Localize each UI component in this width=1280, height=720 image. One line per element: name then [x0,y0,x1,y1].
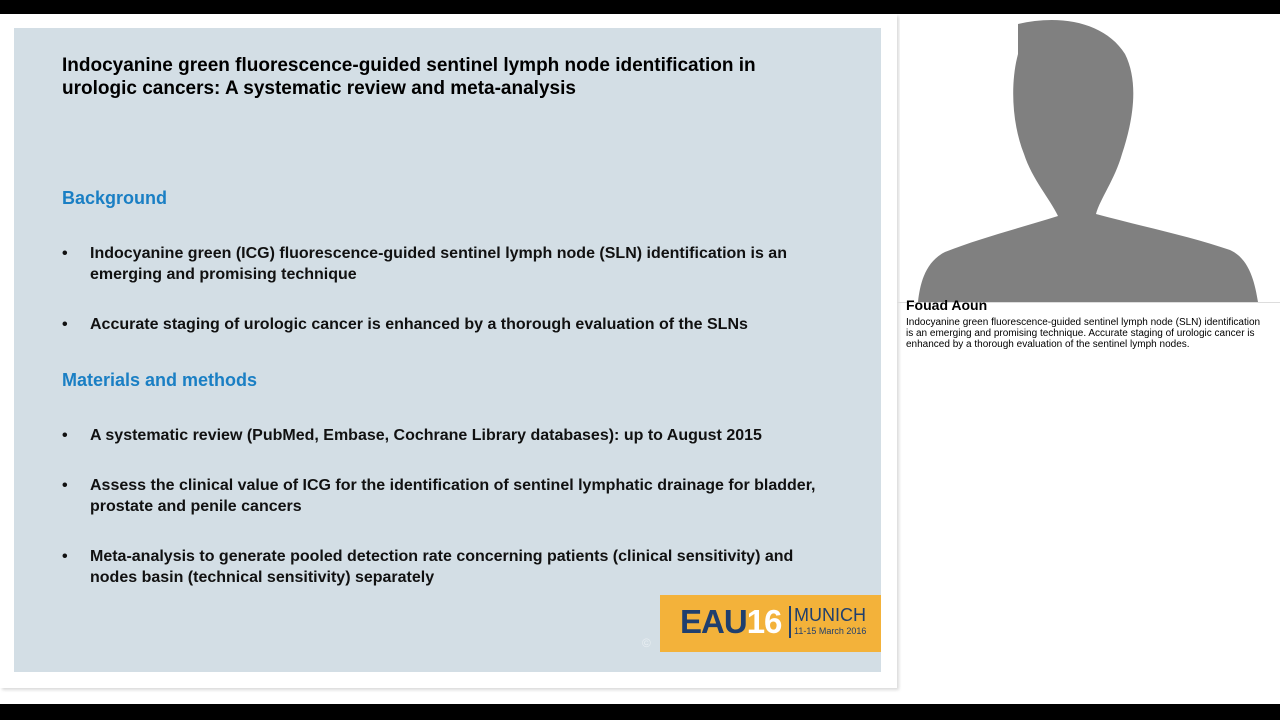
bullet-text: Accurate staging of urologic cancer is enhanced by a thorough evaluation of the SLNs [90,316,748,333]
speaker-video-panel [900,14,1280,302]
bullet-dot: • [62,245,68,262]
bullet-item [62,314,822,335]
bullet-text: Meta-analysis to generate pooled detection rate concerning patients (clinical sensitivity) and nodes basin (technical sensitivity) separately [90,548,794,586]
speaker-description: Indocyanine green fluorescence-guided sentinel lymph node (SLN) identification is an emerging and promising technique. Accurate staging of urologic cancer is enhanced by a thorough evaluation of the sentinel lymph nodes. [906,317,1261,350]
bullet-dot: • [62,316,68,333]
bullet-text: Indocyanine green (ICG) fluorescence-guided sentinel lymph node (SLN) identification is an emerging and promising technique [90,245,787,283]
logo-city: MUNICH [794,605,866,625]
bullet-item [62,425,822,446]
bullet-item [62,243,822,285]
bullet-item [62,546,822,588]
slide-panel [0,14,897,688]
copyright-mark: © [642,636,651,650]
logo-dates: 11-15 March 2016 [794,626,867,636]
bullet-dot: • [62,477,68,494]
logo-divider [789,606,791,638]
logo-eau-text: EAU16 [680,603,782,640]
bullet-text: A systematic review (PubMed, Embase, Cochrane Library databases): up to August 2015 [90,427,762,444]
section-heading-methods: Materials and methods [62,370,258,390]
bullet-text: Assess the clinical value of ICG for the identification of sentinel lymphatic drainage for bladder, prostate and penile cancers [90,477,816,515]
person-silhouette-icon [900,14,1280,302]
bullet-item [62,475,822,517]
bullet-dot: • [62,548,68,565]
bullet-dot: • [62,427,68,444]
slide [14,28,881,672]
presentation-viewer [0,14,1280,704]
speaker-name: Fouad Aoun [906,297,988,313]
slide-title: Indocyanine green fluorescence-guided sentinel lymph node identification in urologic cancers: A systematic review and meta-analysis [62,55,756,99]
eau16-logo [660,595,881,652]
section-heading-background: Background [62,188,168,208]
